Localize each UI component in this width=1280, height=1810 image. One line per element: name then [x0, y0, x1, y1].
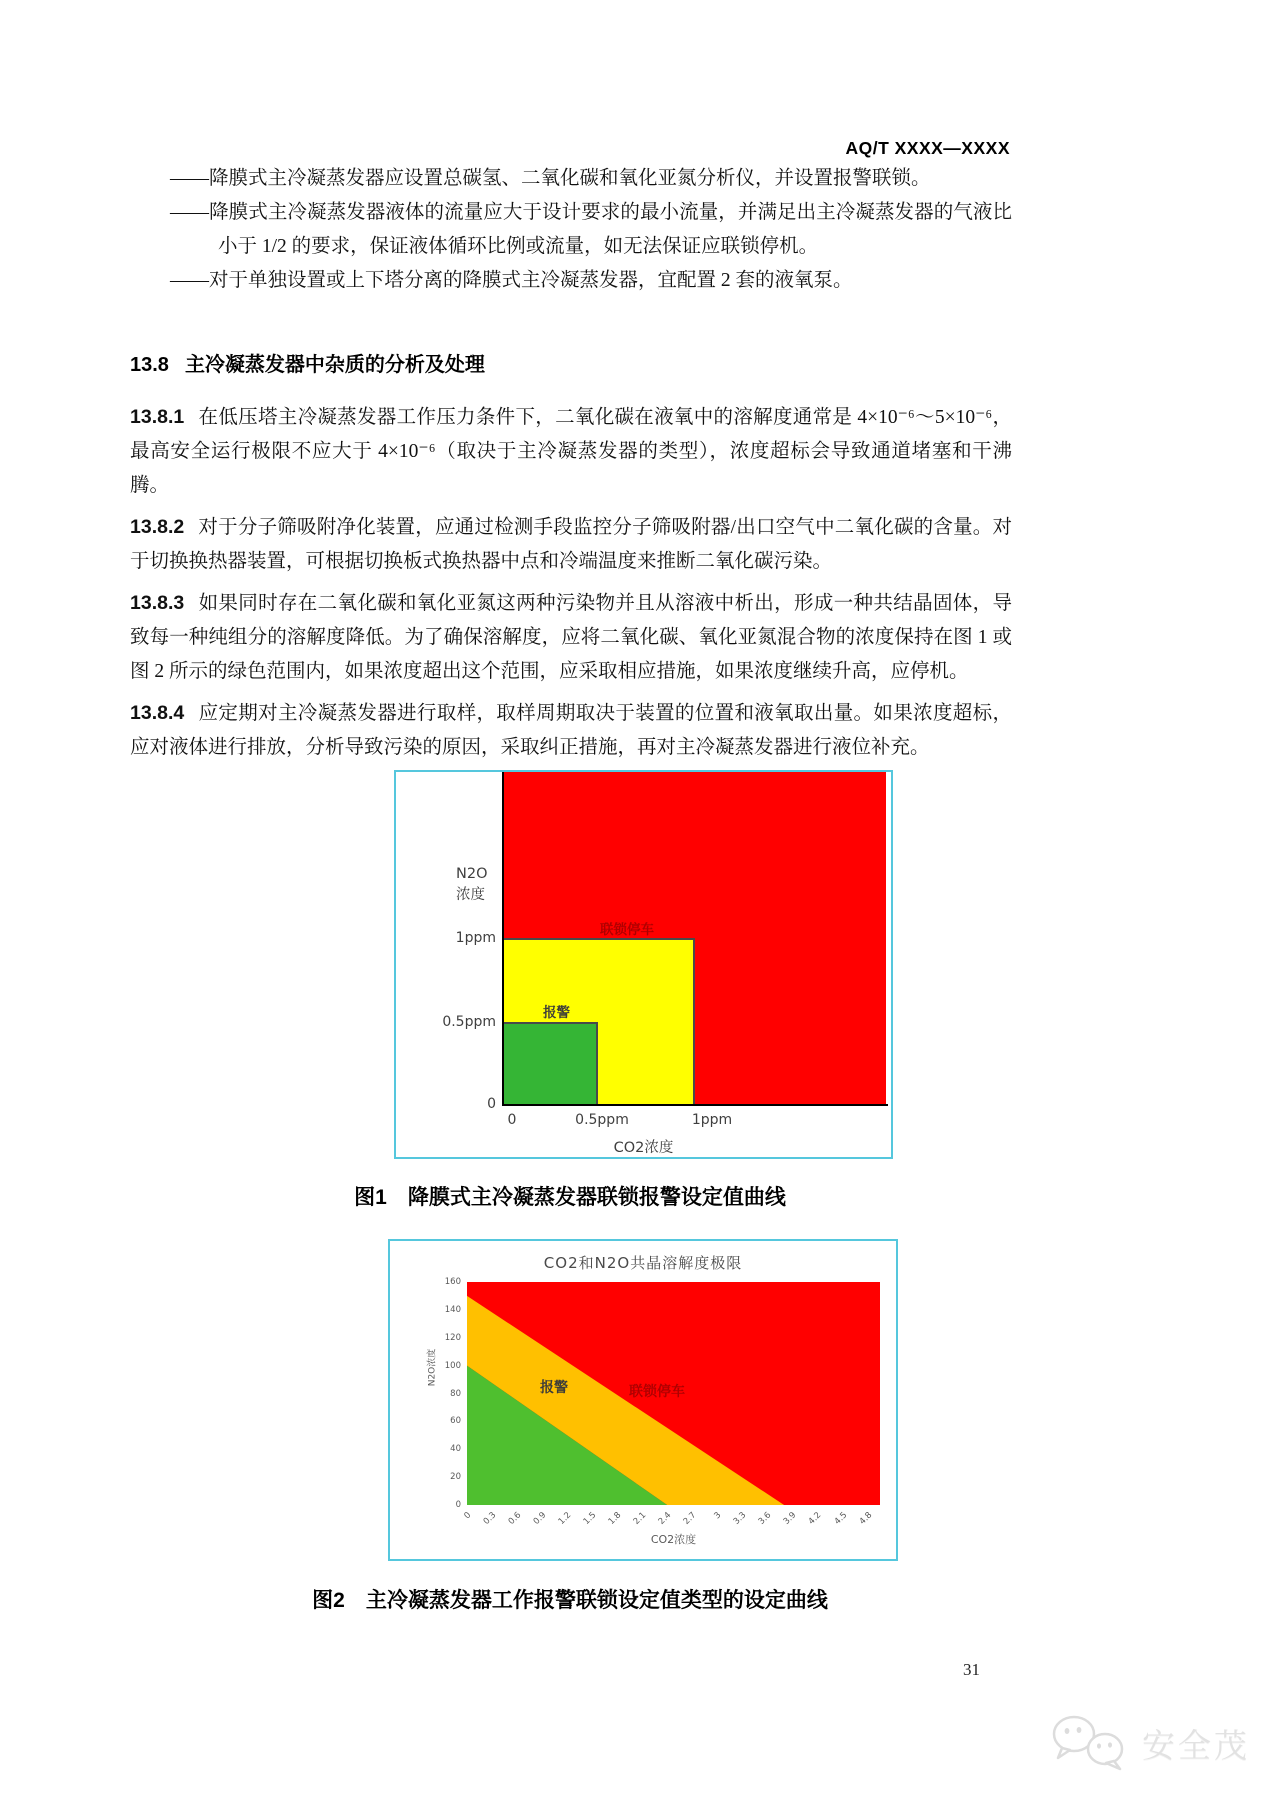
x-tick-label: 0.5ppm	[575, 1112, 629, 1128]
dash-list-item: ——对于单独设置或上下塔分离的降膜式主冷凝蒸发器，宜配置 2 套的液氧泵。	[170, 270, 853, 291]
trip-zone-label: 联锁停车	[629, 1384, 685, 1400]
page-number: 31	[963, 1660, 980, 1679]
watermark	[1048, 1712, 1250, 1774]
figure1-caption: 图1 降膜式主冷凝蒸发器联锁报警设定值曲线	[354, 1186, 786, 1209]
y-tick-label: 20	[450, 1472, 461, 1483]
x-tick-label: 1.2	[556, 1510, 574, 1527]
y-tick-label: 0	[455, 1500, 461, 1510]
document-header: AQ/T XXXX—XXXX	[845, 138, 1010, 158]
y-tick-label: 120	[444, 1332, 461, 1343]
figure2-title: CO2和N2O共晶溶解度极限	[543, 1254, 743, 1272]
paragraph-text: 如果同时存在二氧化碳和氧化亚氮这两种污染物并且从溶液中析出，形成一种共结晶固体，导致每一种纯组分的溶解度降低。为了确保溶解度，应将二氧化碳、氧化亚氮混合物的浓度保持在图 1 或图 2 所示的绿色范围内，如果浓度超出这个范围，应采取相应措施，如果浓度继续升高，应停机。	[130, 593, 1012, 682]
y-tick-label: 80	[450, 1388, 461, 1399]
paragraph-text: 应定期对主冷凝蒸发器进行取样，取样周期取决于装置的位置和液氧取出量。如果浓度超标，应对液体进行排放，分析导致污染的原因，采取纠正措施，再对主冷凝蒸发器进行液位补充。	[130, 703, 1012, 758]
body-paragraphs	[130, 400, 1012, 772]
x-tick-label: 3.9	[782, 1510, 799, 1527]
x-tick-label: 3.3	[732, 1510, 749, 1527]
dash-list-item: ——降膜式主冷凝蒸发器应设置总碳氢、二氧化碳和氧化亚氮分析仪，并设置报警联锁。	[170, 168, 931, 189]
y-tick-label: 1ppm	[455, 930, 496, 946]
section-number: 13.8	[130, 354, 169, 376]
trip-zone-label: 联锁停车	[600, 922, 654, 938]
y-tick-label: 140	[444, 1304, 461, 1315]
paragraph-number: 13.8.4	[130, 702, 185, 724]
x-tick-label: 0.6	[506, 1510, 524, 1527]
y-tick-label: 0	[487, 1096, 496, 1112]
x-tick-label: 4.8	[857, 1510, 874, 1527]
x-axis-title: CO2浓度	[650, 1533, 697, 1546]
paragraph-text: 在低压塔主冷凝蒸发器工作压力条件下，二氧化碳在液氧中的溶解度通常是 4×10⁻⁶～5×10⁻⁶，最高安全运行极限不应大于 4×10⁻⁶（取决于主冷凝蒸发器的类型），浓度超标会导致通道堵塞和干沸腾。	[130, 407, 1012, 496]
paragraph-text: 对于分子筛吸附净化装置，应通过检测手段监控分子筛吸附器/出口空气中二氧化碳的含量。对于切换换热器装置，可根据切换板式换热器中点和冷端温度来推断二氧化碳污染。	[130, 517, 1012, 572]
figure1-plot-area	[504, 772, 886, 1104]
dash-list	[170, 162, 1012, 298]
figure2-chart	[388, 1239, 898, 1561]
x-tick-label: 4.5	[832, 1510, 849, 1527]
paragraph	[130, 510, 1012, 579]
x-axis-line	[502, 1104, 888, 1106]
y-tick-label: 40	[450, 1444, 461, 1455]
x-tick-label: 1.8	[606, 1510, 624, 1527]
y-axis-title: N2O 浓度	[456, 866, 488, 903]
dash-list-item: ——降膜式主冷凝蒸发器液体的流量应大于设计要求的最小流量，并满足出主冷凝蒸发器的气液比小于 1/2 的要求，保证液体循环比例或流量，如无法保证应联锁停机。	[170, 202, 1012, 257]
alarm-zone-label: 报警	[540, 1380, 568, 1396]
paragraph	[130, 400, 1012, 503]
alarm-zone-label: 报警	[543, 1005, 570, 1021]
paragraph-number: 13.8.1	[130, 406, 185, 428]
x-tick-label: 2.7	[682, 1510, 699, 1527]
x-tick-label: 1ppm	[691, 1112, 733, 1128]
section-title: 主冷凝蒸发器中杂质的分析及处理	[184, 354, 485, 376]
paragraph-number: 13.8.3	[130, 592, 185, 614]
x-tick-label: 2.4	[656, 1510, 674, 1527]
figure2-plot-area	[467, 1282, 880, 1505]
y-tick-label: 0.5ppm	[442, 1014, 496, 1030]
x-tick-label: 1.5	[581, 1510, 599, 1527]
x-tick-label: 0	[507, 1112, 517, 1128]
paragraph-number: 13.8.2	[130, 516, 185, 538]
y-axis-line	[502, 772, 504, 1106]
x-tick-label: 3	[712, 1510, 724, 1522]
wechat-bubbles-icon	[1048, 1712, 1136, 1774]
normal-zone	[504, 1022, 598, 1104]
y-tick-label: 100	[444, 1360, 461, 1371]
x-tick-label: 0.3	[481, 1510, 499, 1527]
section-heading	[130, 348, 485, 377]
figure2-caption: 图2 主冷凝蒸发器工作报警联锁设定值类型的设定曲线	[312, 1589, 828, 1612]
x-tick-label: 0.9	[531, 1510, 549, 1527]
y-tick-label: 160	[444, 1277, 461, 1287]
x-tick-label: 2.1	[631, 1510, 649, 1527]
y-tick-label: 60	[450, 1416, 461, 1427]
paragraph	[130, 586, 1012, 689]
x-tick-label: 0	[462, 1510, 474, 1522]
figure1-chart	[394, 770, 893, 1159]
x-tick-label: 4.2	[807, 1510, 824, 1527]
y-axis-title: N2O浓度	[427, 1348, 438, 1387]
paragraph	[130, 696, 1012, 765]
x-tick-label: 3.6	[757, 1510, 774, 1527]
watermark-text: 安全茂	[1142, 1726, 1250, 1764]
x-axis-title: CO2浓度	[613, 1140, 674, 1156]
